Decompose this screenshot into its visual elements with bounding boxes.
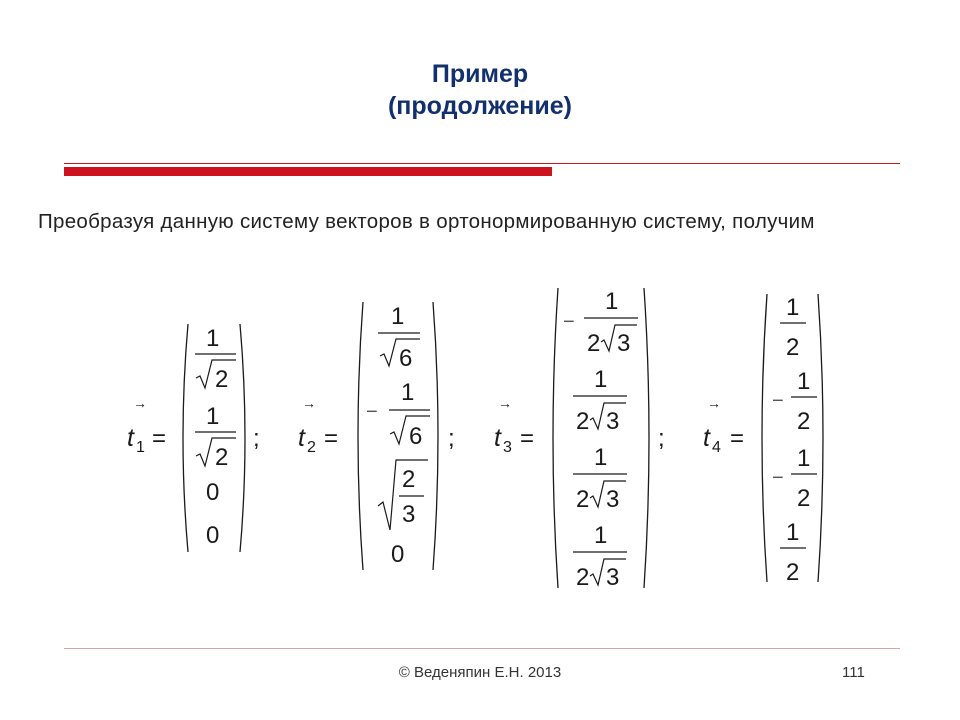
denominator-coefficient: 2 [587, 330, 601, 357]
separator: ; [448, 425, 455, 452]
right-paren [644, 288, 649, 588]
minus-sign: − [366, 401, 378, 423]
denominator: 2 [786, 559, 800, 586]
vector-t1 [127, 324, 260, 552]
equals-sign: = [520, 425, 535, 452]
vector-t3 [494, 288, 665, 591]
denominator: 2 [797, 485, 811, 512]
numerator: 1 [594, 444, 608, 471]
numerator: 1 [594, 366, 608, 393]
vector-subscript: 4 [712, 439, 721, 456]
minus-sign: − [772, 390, 784, 412]
slide-title: Пример [431, 60, 529, 88]
denominator: 3 [617, 330, 631, 357]
vector-name: t [703, 424, 710, 452]
separator: ; [658, 425, 665, 452]
numerator: 1 [786, 519, 800, 546]
right-paren [433, 302, 438, 570]
denominator: 2 [215, 366, 229, 393]
slide-subtitle: (продолжение) [387, 92, 573, 120]
denominator: 2 [797, 408, 811, 435]
intro-text: Преобразуя данную систему векторов в ортонормированную систему, получим [38, 210, 815, 233]
denominator: 2 [215, 444, 229, 471]
vector-t4 [703, 294, 823, 586]
numerator: 1 [797, 445, 811, 472]
right-paren [240, 324, 245, 552]
vector-subscript: 2 [307, 439, 316, 456]
left-paren [358, 302, 363, 570]
numerator: 2 [402, 466, 416, 493]
numerator: 1 [206, 403, 220, 430]
vector-subscript: 3 [503, 439, 512, 456]
denominator: 3 [606, 486, 620, 513]
numerator: 1 [605, 288, 619, 315]
vector-arrow: → [707, 395, 721, 411]
matrix-entry: 0 [206, 479, 220, 506]
matrix-entry: 0 [391, 541, 405, 568]
numerator: 1 [401, 379, 415, 406]
vector-subscript: 1 [136, 439, 145, 456]
vector-arrow: → [302, 395, 316, 411]
denominator-coefficient: 2 [576, 564, 590, 591]
numerator: 1 [594, 522, 608, 549]
equals-sign: = [730, 425, 745, 452]
denominator-coefficient: 2 [576, 408, 590, 435]
numerator: 1 [391, 303, 405, 330]
denominator: 3 [606, 564, 620, 591]
denominator: 6 [399, 345, 413, 372]
footer-copyright: © Веденяпин Е.Н. 2013 [398, 664, 562, 681]
vector-name: t [494, 424, 501, 452]
page-number: 111 [842, 664, 865, 681]
right-paren [818, 294, 823, 582]
left-paren [762, 294, 767, 582]
denominator-coefficient: 2 [576, 486, 590, 513]
separator: ; [253, 425, 260, 452]
equals-sign: = [324, 425, 339, 452]
minus-sign: − [563, 311, 575, 333]
denominator: 3 [402, 501, 416, 528]
left-paren [553, 288, 558, 588]
numerator: 1 [206, 325, 220, 352]
minus-sign: − [772, 467, 784, 489]
left-paren [183, 324, 188, 552]
vector-t2 [298, 302, 455, 570]
matrix-entry: 0 [206, 522, 220, 549]
vector-arrow: → [133, 395, 147, 411]
vector-name: t [298, 424, 305, 452]
footer-divider [64, 648, 900, 649]
vector-arrow: → [498, 395, 512, 411]
denominator: 2 [786, 334, 800, 361]
denominator: 3 [606, 408, 620, 435]
equals-sign: = [152, 425, 167, 452]
numerator: 1 [797, 368, 811, 395]
vector-name: t [127, 424, 134, 452]
numerator: 1 [786, 294, 800, 321]
denominator: 6 [409, 423, 423, 450]
